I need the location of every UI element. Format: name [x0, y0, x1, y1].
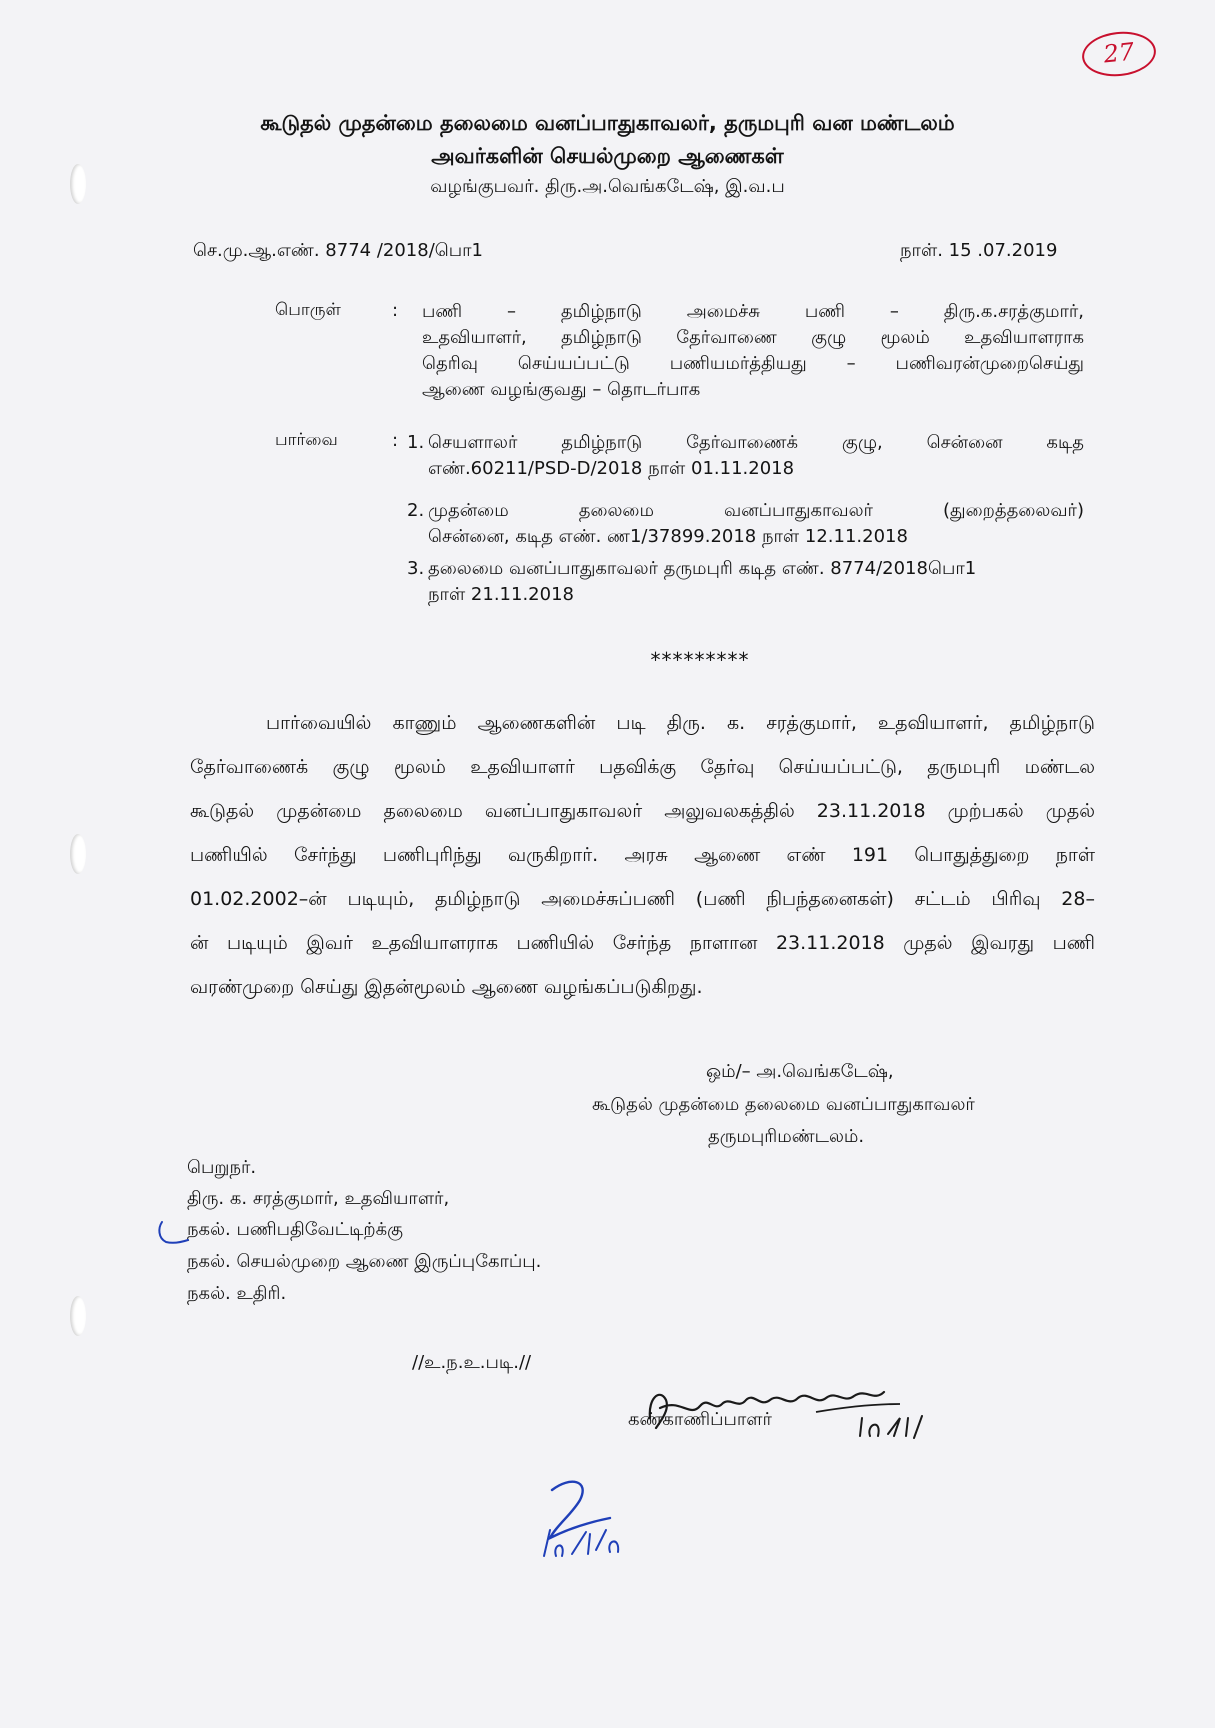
reference-item-number: 3. — [407, 558, 425, 579]
references-colon: : — [392, 430, 399, 451]
signatory-office: தருமபுரிமண்டலம். — [708, 1126, 865, 1147]
reference-item-number: 2. — [407, 500, 425, 521]
superintendent-label: கண்காணிப்பாளர் — [628, 1409, 772, 1430]
body-line: கூடுதல் முதன்மை தலைமை வனப்பாதுகாவலர் அலுவலகத்தில் 23.11.2018 முற்பகல் முதல் — [190, 800, 1095, 822]
recipient-line: திரு. க. சரத்குமார், உதவியாளர், — [187, 1188, 450, 1209]
signatory-name: ஒம்/– அ.வெங்கடேஷ், — [706, 1061, 894, 1082]
subject-line: பணி – தமிழ்நாடு அமைச்சு பணி – திரு.க.சரத்குமார், — [422, 301, 1084, 322]
reference-line: செயளாலர் தமிழ்நாடு தேர்வாணைக் குழு, சென்னை கடித — [428, 432, 1084, 453]
separator-stars: ********* — [650, 648, 750, 672]
page-number: 27 — [1080, 28, 1158, 79]
reference-line: எண்.60211/PSD-D/2018 நாள் 01.11.2018 — [428, 458, 795, 479]
recipients-heading: பெறுநர். — [187, 1157, 257, 1178]
body-paragraph — [190, 701, 1095, 1009]
reference-line: சென்னை, கடித எண். ண1/37899.2018 நாள் 12.11.2018 — [428, 526, 908, 547]
order-date: நாள். 15 .07.2019 — [900, 240, 1058, 261]
reference-item-3 — [428, 556, 1084, 608]
true-copy-mark: //உ.ந.உ.படி.// — [412, 1352, 532, 1373]
reference-line: தலைமை வனப்பாதுகாவலர் தருமபுரி கடித எண். 8774/2018பொ1 — [428, 558, 977, 579]
subject-line: ஆணை வழங்குவது – தொடர்பாக — [422, 379, 701, 400]
subject-label: பொருள் — [275, 300, 341, 320]
body-line: தேர்வாணைக் குழு மூலம் உதவியாளர் பதவிக்கு தேர்வு செய்யப்பட்டு, தருமபுரி மண்டல — [190, 756, 1095, 778]
body-line: பணியில் சேர்ந்து பணிபுரிந்து வருகிறார். அரசு ஆணை எண் 191 பொதுத்துறை நாள் — [190, 844, 1095, 866]
recipient-line: நகல். செயல்முறை ஆணை இருப்புகோப்பு. — [187, 1251, 542, 1272]
body-line: ன் படியும் இவர் உதவியாளராக பணியில் சேர்ந்த நாளான 23.11.2018 முதல் இவரது பணி — [190, 932, 1095, 954]
body-line: பார்வையில் காணும் ஆணைகளின் படி திரு. க. சரத்குமார், உதவியாளர், தமிழ்நாடு — [266, 712, 1095, 734]
subject-line: தெரிவு செய்யப்பட்டு பணியமர்த்தியது – பணிவரன்முறைசெய்து — [422, 353, 1084, 374]
reference-item-number: 1. — [407, 432, 425, 453]
punch-hole — [70, 834, 86, 874]
references-label: பார்வை — [275, 430, 338, 450]
reference-item-2 — [428, 498, 1084, 550]
recipient-line: நகல். உதிரி. — [187, 1283, 287, 1304]
separator — [0, 648, 1215, 672]
subject-text — [422, 299, 1084, 403]
header-line-2: அவர்களின் செயல்முறை ஆணைகள் — [431, 144, 784, 168]
punch-hole — [70, 1296, 86, 1336]
signatory-designation: கூடுதல் முதன்மை தலைமை வனப்பாதுகாவலர் — [592, 1094, 975, 1115]
recipient-line: நகல். பணிபதிவேட்டிற்க்கு — [187, 1219, 404, 1240]
header-line-3: வழங்குபவர். திரு.அ.வெங்கடேஷ், இ.வ.ப — [430, 176, 785, 197]
subject-colon: : — [392, 300, 399, 321]
subject-line: உதவியாளர், தமிழ்நாடு தேர்வாணை குழு மூலம் உதவியாளராக — [422, 327, 1084, 348]
header-line-1: கூடுதல் முதன்மை தலைமை வனப்பாதுகாவலர், தருமபுரி வன மண்டலம் — [260, 111, 955, 135]
handwritten-initials — [530, 1470, 640, 1570]
body-line: 01.02.2002–ன் படியும், தமிழ்நாடு அமைச்சுப்பணி (பணி நிபந்தனைகள்) சட்டம் பிரிவு 28– — [190, 888, 1095, 910]
body-line: வரண்முறை செய்து இதன்மூலம் ஆணை வழங்கப்படுகிறது. — [190, 976, 703, 998]
reference-line: முதன்மை தலைமை வனப்பாதுகாவலர் (துறைத்தலைவர்) — [428, 500, 1084, 521]
reference-number: செ.மு.ஆ.எண். 8774 /2018/பொ1 — [193, 240, 484, 261]
reference-line: நாள் 21.11.2018 — [428, 584, 574, 605]
check-mark-icon — [152, 1218, 192, 1248]
reference-item-1 — [428, 430, 1084, 482]
